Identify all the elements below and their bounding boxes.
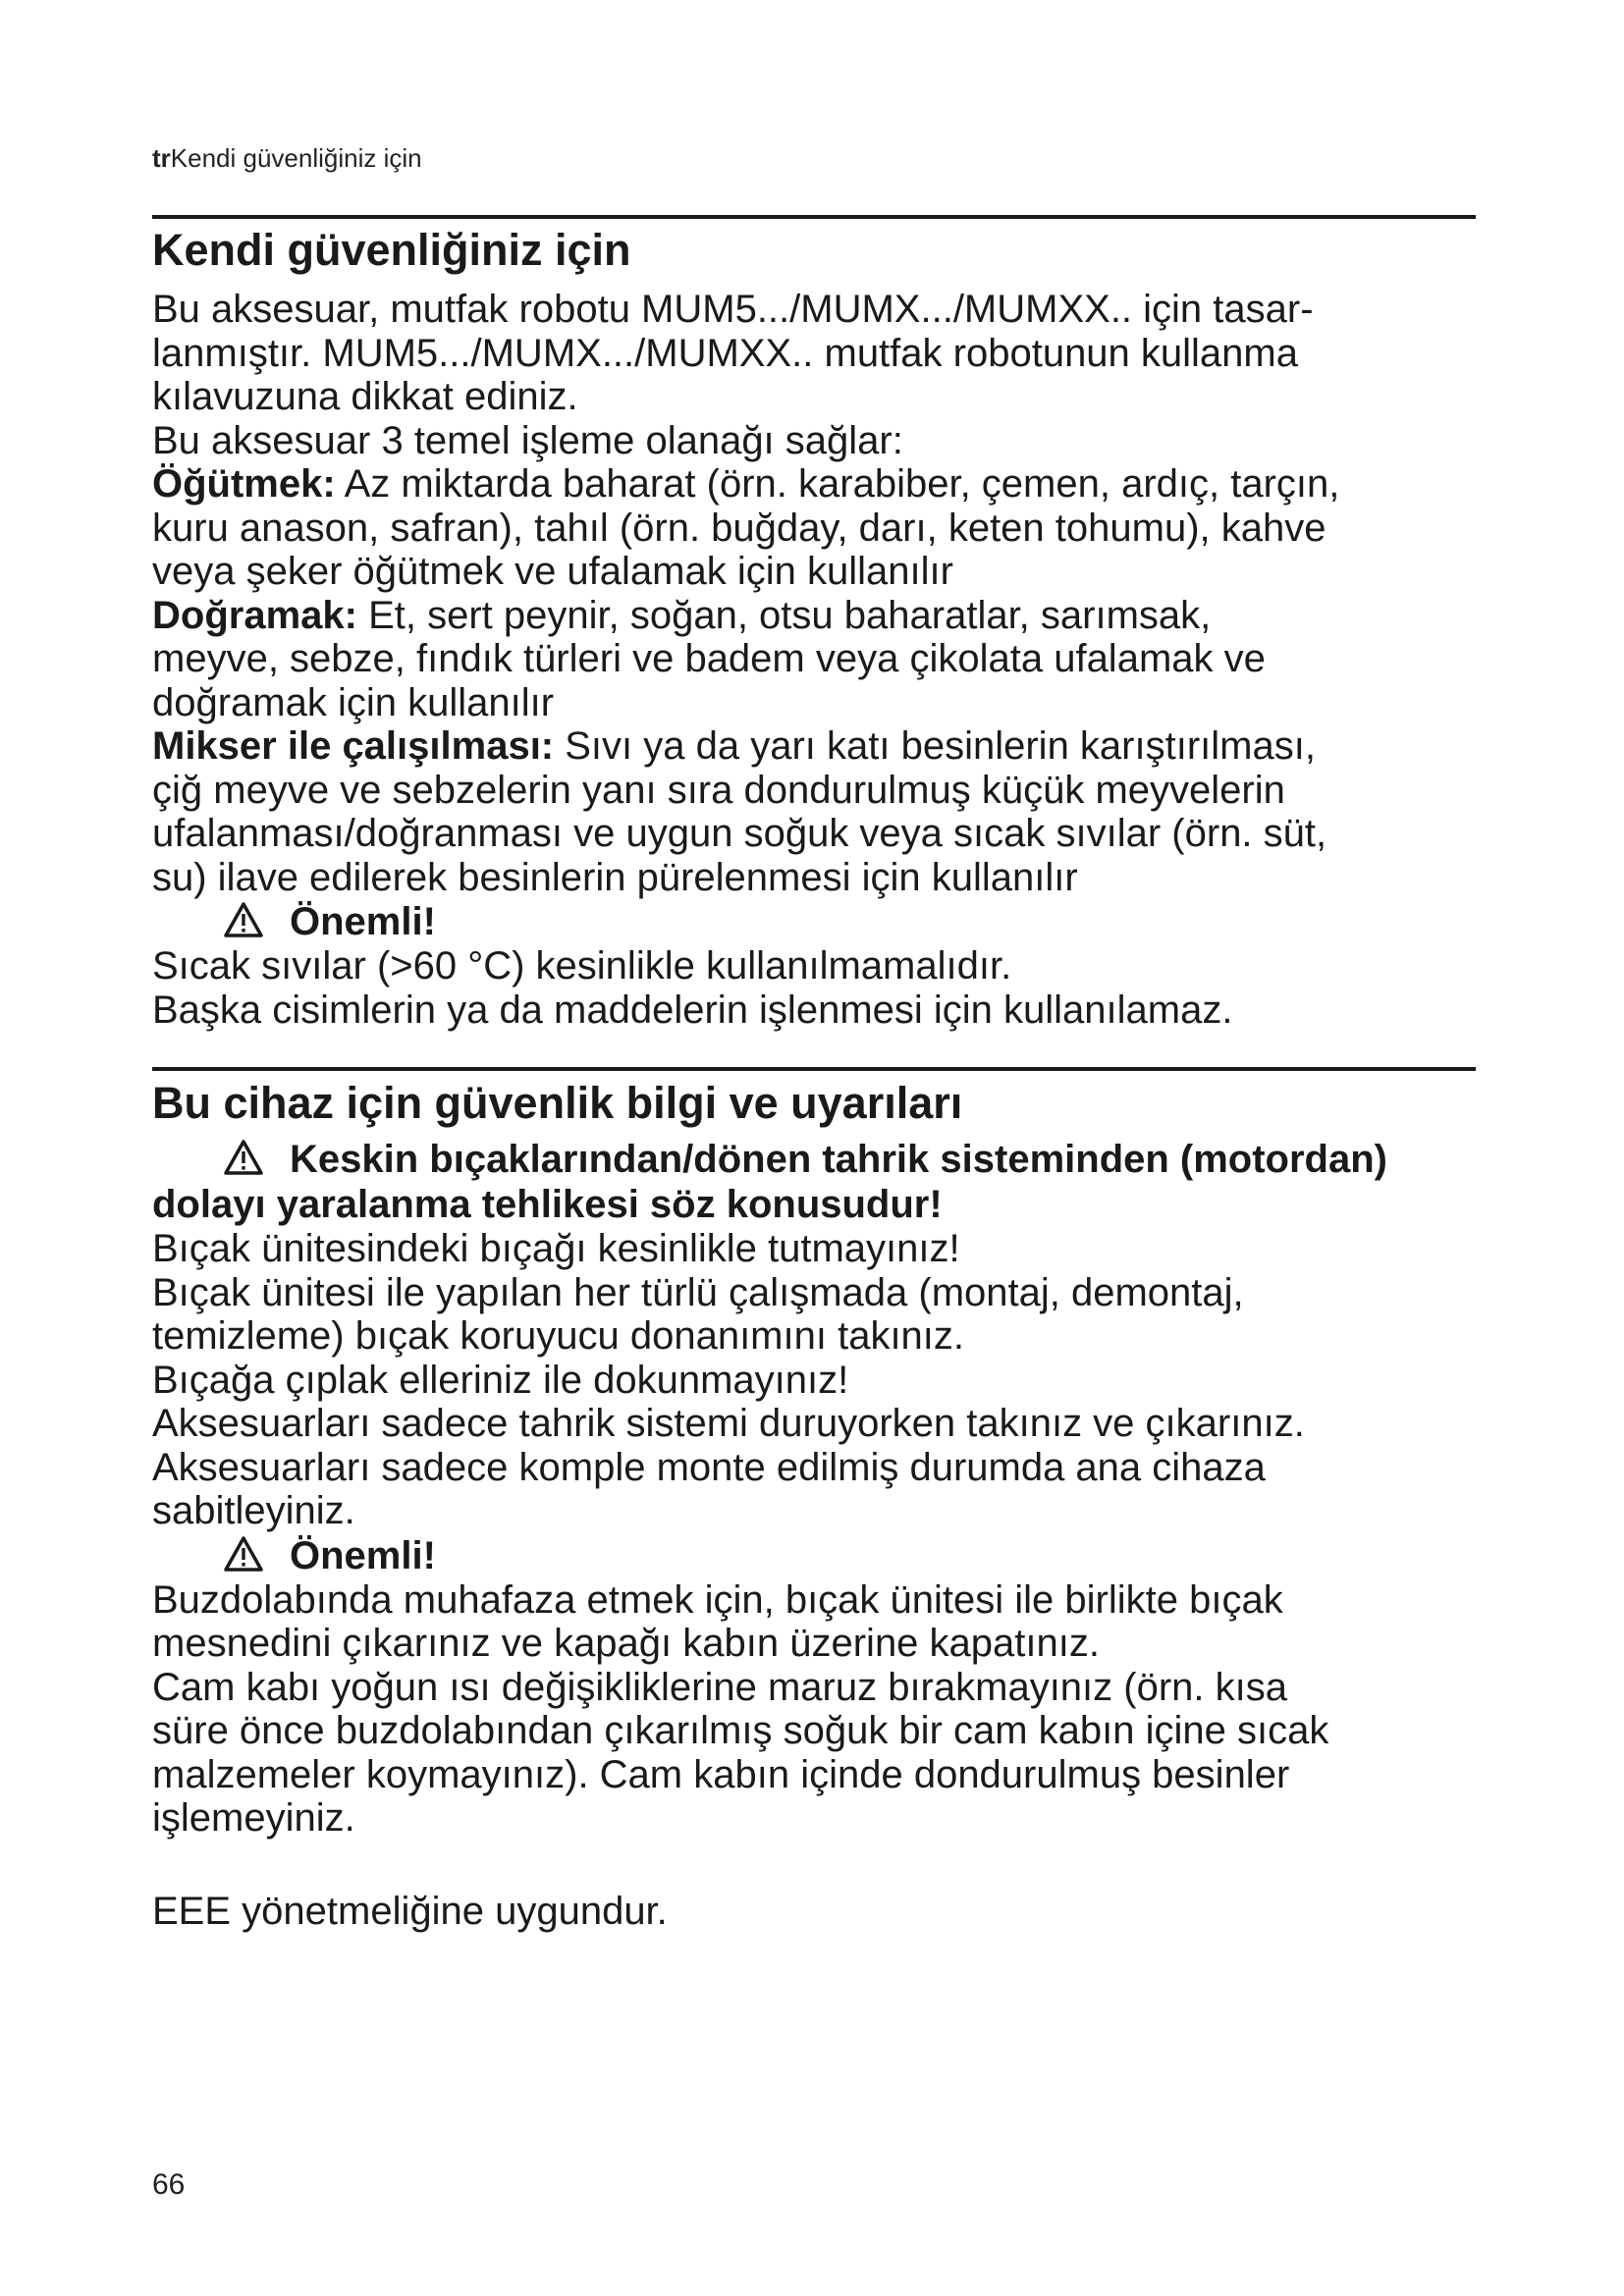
header-language-code: tr <box>152 143 171 173</box>
function-text: Sıvı ya da yarı katı besinlerin karıştırılması, <box>554 724 1316 768</box>
notice-line: süre önce buzdolabından çıkarılmış soğuk bir cam kabın içine sıcak <box>152 1709 1329 1752</box>
warning-triangle-icon <box>223 1139 264 1176</box>
notice-line: Başka cisimlerin ya da maddelerin işlenmesi için kullanılamaz. <box>152 988 1233 1032</box>
warning-triangle-icon <box>223 901 264 938</box>
function-term: Doğramak: <box>152 593 357 637</box>
function-text: meyve, sebze, fındık türleri ve badem veya çikolata ufalamak ve <box>152 637 1266 680</box>
section-divider-2 <box>152 1067 1476 1071</box>
warning-line: Aksesuarları sadece komple monte edilmiş durumda ana cihaza <box>152 1445 1266 1489</box>
warning-line: Bıçağa çıplak elleriniz ile dokunmayınız! <box>152 1358 849 1402</box>
function-text: veya şeker öğütmek ve ufalamak için kullanılır <box>152 550 953 593</box>
function-text: Az miktarda baharat (örn. karabiber, çemen, ardıç, tarçın, <box>335 462 1340 506</box>
intro-line: Bu aksesuar, mutfak robotu MUM5.../MUMX.../MUMXX.. için tasar- <box>152 288 1314 331</box>
notice-line: işlemeyiniz. <box>152 1796 355 1840</box>
notice-line: Buzdolabında muhafaza etmek için, bıçak ünitesi ile birlikte bıçak <box>152 1577 1283 1622</box>
function-blend <box>152 724 1527 899</box>
notice-title: Önemli! <box>290 900 436 943</box>
function-grind <box>152 462 1527 594</box>
section-heading: Kendi güvenliğiniz için <box>152 225 631 275</box>
notice-title: Önemli! <box>290 1533 436 1577</box>
function-text: su) ilave edilerek besinlerin pürelenmesi için kullanılır <box>152 855 1078 899</box>
warning-triangle-icon <box>223 1535 264 1573</box>
notice-line: Sıcak sıvılar (>60 °C) kesinlikle kullanılmamalıdır. <box>152 944 1012 988</box>
warning-title: Keskin bıçaklarından/dönen tahrik sisteminden (motordan) <box>290 1138 1387 1181</box>
notice-heading <box>152 1533 1527 1578</box>
warning-line: temizleme) bıçak koruyucu donanımını takınız. <box>152 1314 965 1358</box>
function-text: kuru anason, safran), tahıl (örn. buğday, darı, keten tohumu), kahve <box>152 506 1326 550</box>
notice-heading <box>152 899 1527 944</box>
warning-block <box>152 1137 1527 1533</box>
function-chop <box>152 594 1527 725</box>
running-header <box>152 143 422 174</box>
compliance-note: EEE yönetmeliğine uygundur. <box>152 1889 668 1933</box>
notice-line: Cam kabı yoğun ısı değişikliklerine maruz bırakmayınız (örn. kısa <box>152 1665 1287 1709</box>
section-heading: Bu cihaz için güvenlik bilgi ve uyarıları <box>152 1078 963 1128</box>
function-term: Öğütmek: <box>152 462 336 506</box>
warning-heading <box>152 1137 1527 1182</box>
function-term: Mikser ile çalışılması: <box>152 724 555 768</box>
page-number: 66 <box>152 2168 186 2201</box>
intro-line: Bu aksesuar 3 temel işleme olanağı sağlar: <box>152 418 903 462</box>
function-text: çiğ meyve ve sebzelerin yanı sıra dondurulmuş küçük meyvelerin <box>152 768 1285 812</box>
section-device-warnings <box>152 1076 1527 1933</box>
function-text: doğramak için kullanılır <box>152 680 555 724</box>
warning-line: Aksesuarları sadece tahrik sistemi duruyorken takınız ve çıkarınız. <box>152 1402 1305 1445</box>
warning-title-continued: dolayı yaralanma tehlikesi söz konusudur! <box>152 1183 943 1226</box>
function-text: ufalanması/doğranması ve uygun soğuk veya sıcak sıvılar (örn. süt, <box>152 812 1327 855</box>
warning-line: sabitleyiniz. <box>152 1489 355 1532</box>
warning-line: Bıçak ünitesindeki bıçağı kesinlikle tutmayınız! <box>152 1227 960 1270</box>
intro-text <box>152 288 1527 462</box>
intro-line: kılavuzuna dikkat ediniz. <box>152 375 578 418</box>
function-text: Et, sert peynir, soğan, otsu baharatlar, sarımsak, <box>356 593 1212 637</box>
notice-line: malzemeler koymayınız). Cam kabın içinde dondurulmuş besinler <box>152 1752 1290 1796</box>
section-divider-1 <box>152 215 1476 219</box>
notice-line: mesnedini çıkarınız ve kapağı kabın üzerine kapatınız. <box>152 1622 1100 1665</box>
intro-line: lanmıştır. MUM5.../MUMX.../MUMXX.. mutfak robotunun kullanma <box>152 331 1298 375</box>
section-safety <box>152 223 1527 1032</box>
warning-line: Bıçak ünitesi ile yapılan her türlü çalışmada (montaj, demontaj, <box>152 1270 1244 1314</box>
header-title: Kendi güvenliğiniz için <box>170 143 422 173</box>
